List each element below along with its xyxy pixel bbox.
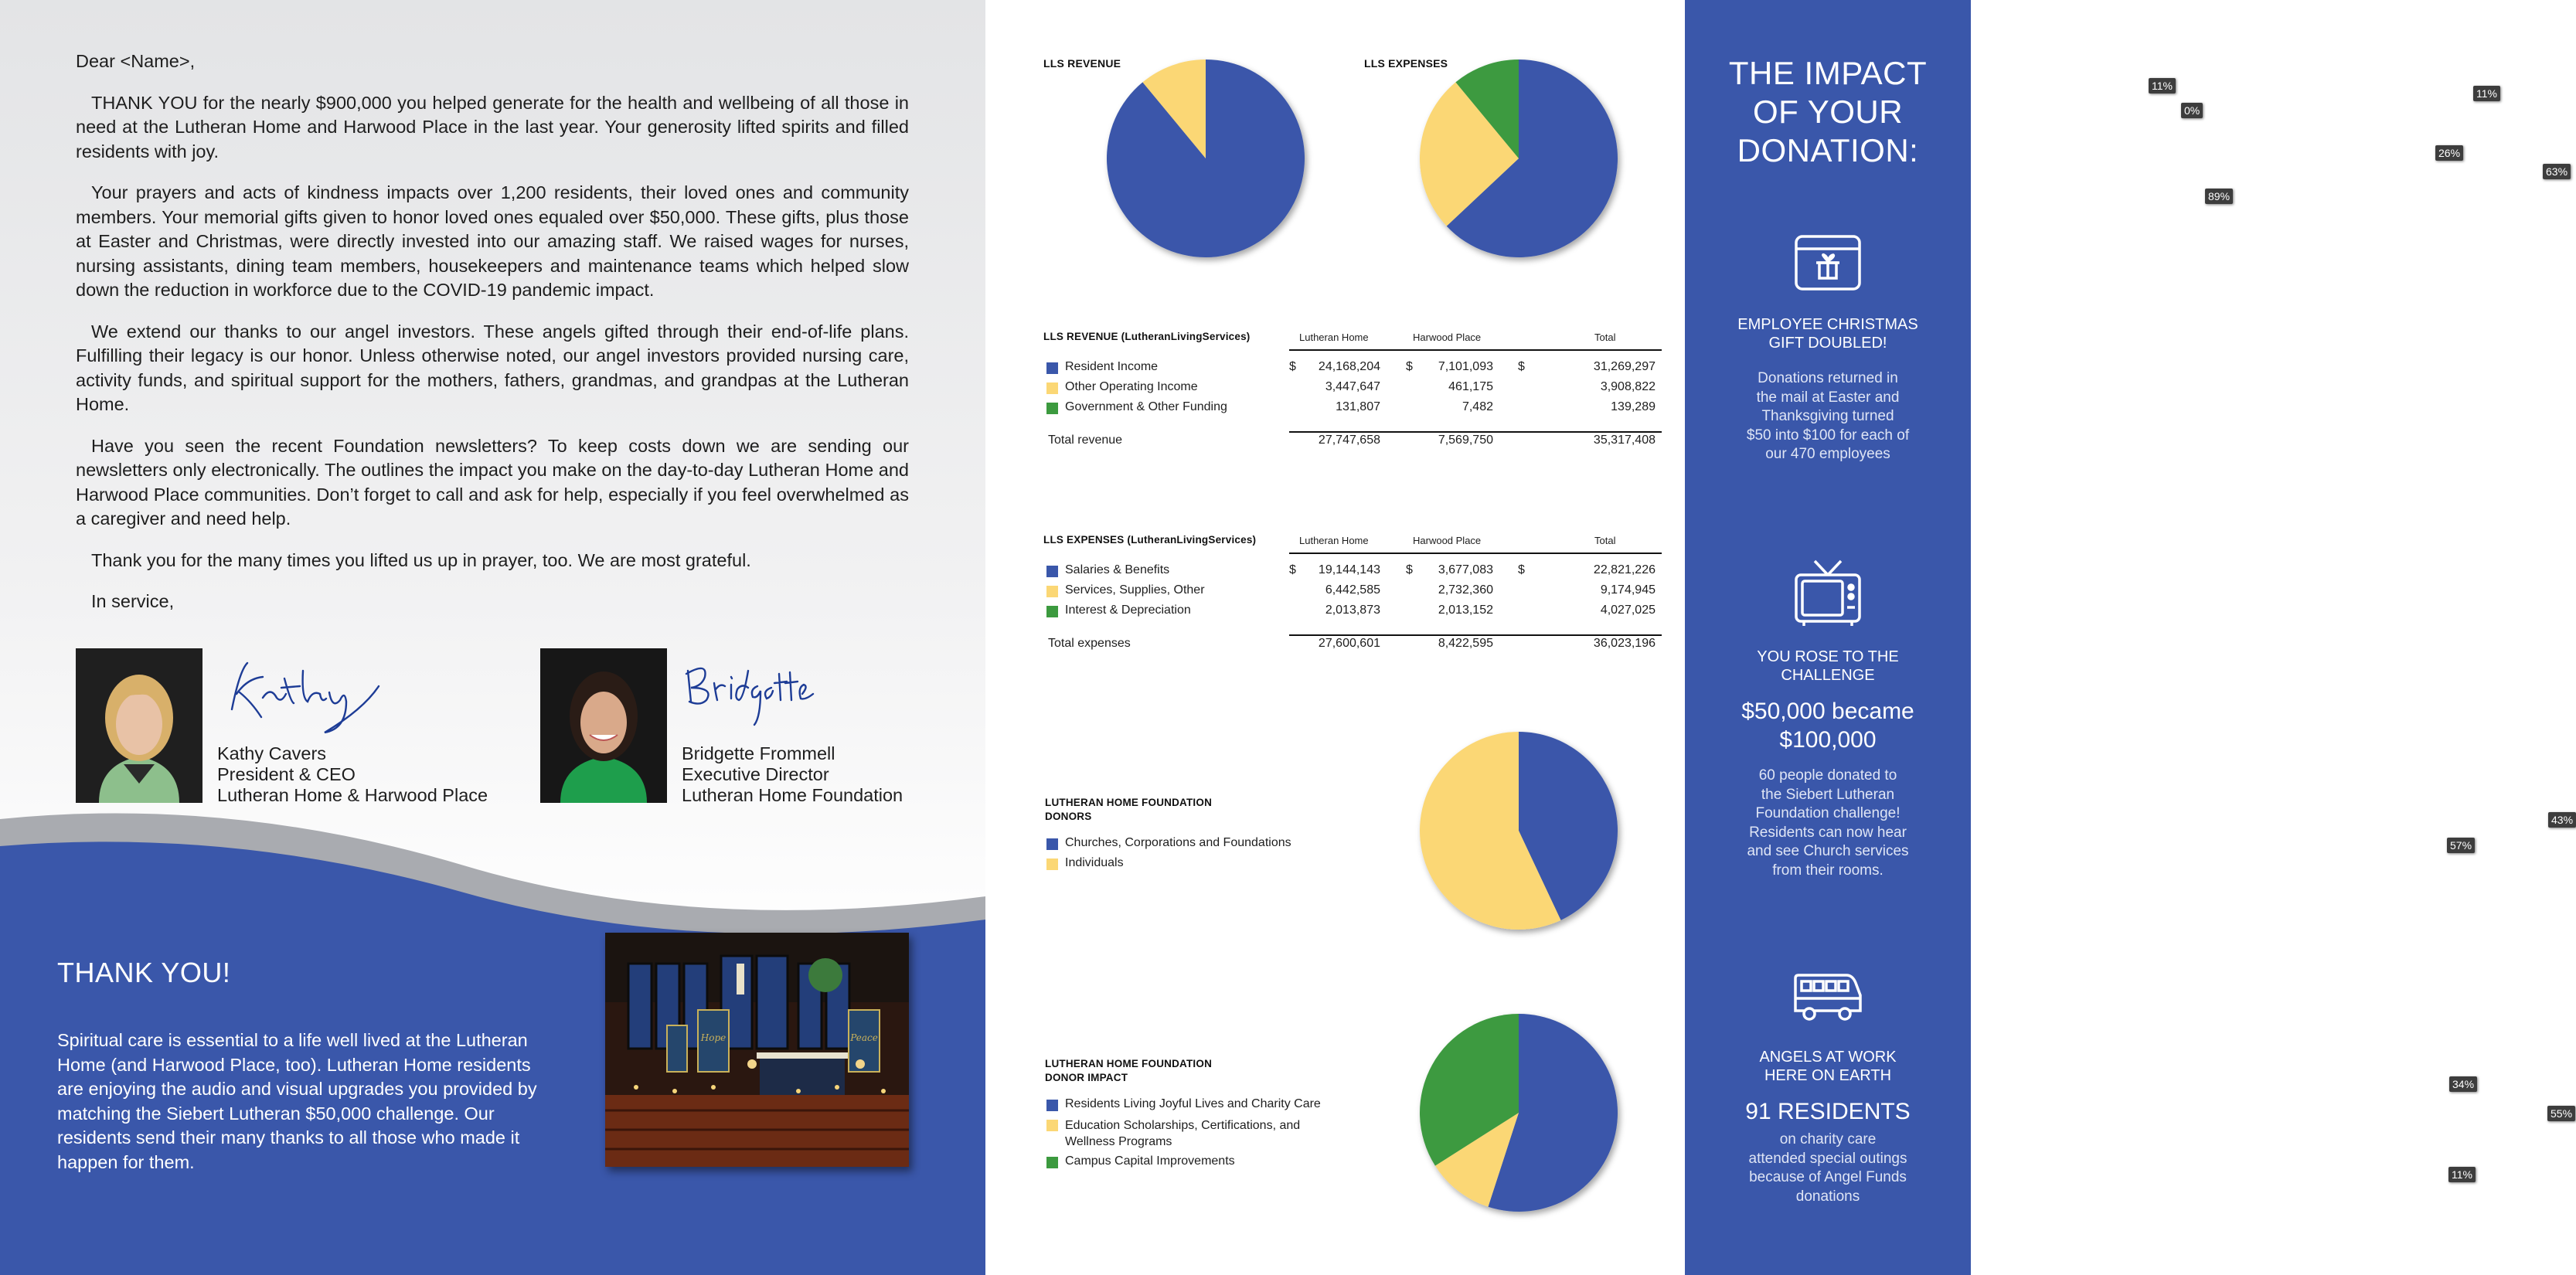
banner-hope: Hope bbox=[700, 1032, 727, 1043]
letter-page bbox=[0, 0, 985, 1275]
column-header: Lutheran Home bbox=[1299, 332, 1369, 343]
table-row bbox=[1043, 563, 1662, 580]
legend-label-line: Education Scholarships, Certifications, and bbox=[1065, 1119, 1301, 1132]
text-line: Donations returned in bbox=[1758, 370, 1898, 386]
text-line: Thanksgiving turned bbox=[1761, 408, 1894, 424]
challenge-block bbox=[1700, 648, 1955, 880]
church-photo bbox=[605, 933, 909, 1167]
text-line: attended special outings bbox=[1748, 1150, 1907, 1167]
column-header: Lutheran Home bbox=[1299, 535, 1369, 546]
signer-title: President & CEO bbox=[217, 764, 356, 784]
text-line: and see Church services bbox=[1747, 843, 1909, 859]
cell-value: 19,144,143 bbox=[1318, 563, 1380, 576]
total-label: Total revenue bbox=[1048, 434, 1123, 447]
row-label: Services, Supplies, Other bbox=[1065, 583, 1205, 597]
table-total-row bbox=[1043, 434, 1662, 450]
cell-value: 7,101,093 bbox=[1438, 360, 1493, 373]
signer-photo-kathy bbox=[76, 648, 202, 803]
signer-photo-bridgette bbox=[540, 648, 667, 803]
thank-you-body: Spiritual care is essential to a life well lived at the Lutheran Home (and Harwood Place, too). Lutheran Home residents are enjoying the audio and visual upgrades you provided by matching the Siebert Lutheran $50,000 challenge. Our residents send their many thanks to all those who made it happen for them. bbox=[57, 1030, 537, 1172]
header-rule bbox=[1289, 349, 1662, 351]
bus-icon bbox=[1685, 972, 1971, 1022]
text-line: because of Angel Funds bbox=[1749, 1169, 1907, 1185]
legend-swatch-yellow bbox=[1046, 586, 1058, 597]
caption-line: GIFT DOUBLED! bbox=[1768, 335, 1887, 352]
closing: In service, bbox=[91, 591, 175, 611]
expenses-pie-chart bbox=[1414, 54, 1623, 263]
currency-sign: $ bbox=[1518, 360, 1525, 373]
table-row bbox=[1043, 400, 1662, 417]
text-line: our 470 employees bbox=[1765, 446, 1890, 462]
legend-label: Campus Capital Improvements bbox=[1065, 1154, 1235, 1168]
signature-kathy bbox=[216, 655, 386, 740]
pie-value-label: 55% bbox=[2547, 1106, 2575, 1121]
letter-paragraph: Thank you for the many times you lifted us up in prayer, too. We are most grateful. bbox=[91, 549, 751, 570]
pie-value-label: 11% bbox=[2473, 86, 2500, 101]
row-label: Government & Other Funding bbox=[1065, 400, 1227, 413]
row-label: Salaries & Benefits bbox=[1065, 563, 1170, 576]
pie-value-label: 63% bbox=[2543, 164, 2571, 179]
cell-value: 36,023,196 bbox=[1593, 637, 1656, 650]
caption-line: ANGELS AT WORK bbox=[1759, 1049, 1897, 1066]
pie-value-label: 43% bbox=[2548, 812, 2576, 828]
currency-sign: $ bbox=[1289, 563, 1296, 576]
currency-sign: $ bbox=[1406, 360, 1413, 373]
legend-label: Individuals bbox=[1065, 856, 1124, 869]
legend-swatch-blue bbox=[1046, 566, 1058, 577]
legend-swatch-yellow bbox=[1046, 1120, 1058, 1131]
angels-caption bbox=[1700, 1048, 1955, 1085]
legend-swatch-green bbox=[1046, 606, 1058, 617]
column-header: Total bbox=[1594, 535, 1616, 546]
column-header: Harwood Place bbox=[1413, 332, 1482, 343]
cell-value: 131,807 bbox=[1336, 400, 1380, 413]
cell-value: 27,747,658 bbox=[1318, 434, 1380, 447]
impact-title-line: LUTHERAN HOME FOUNDATION bbox=[1045, 1058, 1213, 1069]
letter-paragraph: THANK YOU for the nearly $900,000 you helped generate for the health and wellbeing of all those in need at the Lutheran Home and Harwood Place in the last year. Your generosity lifted spirits and filled residents with joy. bbox=[76, 92, 909, 162]
text-line: $50 into $100 for each of bbox=[1746, 427, 1910, 444]
column-header: Harwood Place bbox=[1413, 535, 1482, 546]
cell-value: 2,013,152 bbox=[1438, 604, 1493, 617]
cell-value: 8,422,595 bbox=[1438, 637, 1493, 650]
challenge-caption bbox=[1700, 648, 1955, 685]
gift-card-icon bbox=[1685, 233, 1971, 292]
impact-title-line: DONOR IMPACT bbox=[1045, 1072, 1128, 1083]
table-total-row bbox=[1043, 637, 1662, 654]
cell-value: 7,569,750 bbox=[1438, 434, 1493, 447]
expenses-table-title: LLS EXPENSES (LutheranLivingServices) bbox=[1043, 534, 1257, 546]
legend-swatch-green bbox=[1046, 403, 1058, 414]
legend-swatch-yellow bbox=[1046, 382, 1058, 394]
text-line: the Siebert Lutheran bbox=[1761, 786, 1895, 803]
cell-value: 31,269,297 bbox=[1593, 360, 1656, 373]
expenses-table bbox=[1043, 534, 1662, 658]
cell-value: 2,732,360 bbox=[1438, 583, 1493, 597]
sidebar-heading bbox=[1685, 54, 1971, 170]
cell-value: 461,175 bbox=[1448, 380, 1493, 393]
table-row bbox=[1043, 380, 1662, 397]
total-label: Total expenses bbox=[1048, 637, 1131, 650]
donors-title-line: DONORS bbox=[1045, 811, 1092, 822]
cell-value: 3,677,083 bbox=[1438, 563, 1493, 576]
text-line: on charity care bbox=[1779, 1131, 1877, 1148]
cell-value: 3,447,647 bbox=[1325, 380, 1380, 393]
cell-value: 6,442,585 bbox=[1325, 583, 1380, 597]
banner-peace: Peace bbox=[850, 1032, 878, 1043]
revenue-pie-chart bbox=[1101, 54, 1310, 263]
pie-value-label: 57% bbox=[2447, 838, 2475, 853]
signer-name: Kathy Cavers bbox=[217, 743, 327, 763]
legend-swatch-yellow bbox=[1046, 858, 1058, 870]
caption-line: CHALLENGE bbox=[1781, 667, 1875, 684]
revenue-table bbox=[1043, 331, 1662, 454]
revenue-table-title: LLS REVENUE (LutheranLivingServices) bbox=[1043, 331, 1251, 342]
salutation: Dear <Name>, bbox=[76, 51, 196, 71]
letter-paragraph: Have you seen the recent Foundation newsletters? To keep costs down we are sending our newsletters only electronically. The outlines the impact you make on the day-to-day Lutheran Home and Harwood Place communities. Don’t forget to call and ask for help, especially if you feel overwhelmed as a caregiver and need help. bbox=[76, 435, 909, 529]
signer-org: Lutheran Home Foundation bbox=[682, 785, 903, 805]
donors-pie-chart bbox=[1414, 726, 1623, 935]
legend-swatch-green bbox=[1046, 1157, 1058, 1168]
legend-label bbox=[1065, 1117, 1300, 1150]
cell-value: 3,908,822 bbox=[1600, 380, 1656, 393]
text-line: 60 people donated to bbox=[1758, 767, 1897, 784]
signature-bridgette bbox=[680, 655, 819, 733]
gift-block bbox=[1700, 315, 1955, 464]
cell-value: 9,174,945 bbox=[1600, 583, 1656, 597]
tv-icon bbox=[1685, 558, 1971, 629]
cell-value: 22,821,226 bbox=[1593, 563, 1656, 576]
row-label: Other Operating Income bbox=[1065, 380, 1198, 393]
row-label: Interest & Depreciation bbox=[1065, 604, 1191, 617]
pie-value-label: 11% bbox=[2149, 78, 2176, 94]
sidebar-heading-line: DONATION: bbox=[1737, 132, 1919, 168]
cell-value: 27,600,601 bbox=[1318, 637, 1380, 650]
legend-swatch-blue bbox=[1046, 362, 1058, 374]
cell-value: 7,482 bbox=[1462, 400, 1493, 413]
text-line: from their rooms. bbox=[1772, 862, 1884, 879]
caption-line: EMPLOYEE CHRISTMAS bbox=[1737, 316, 1918, 333]
currency-sign: $ bbox=[1518, 563, 1525, 576]
impact-title bbox=[1045, 1057, 1212, 1085]
gift-caption bbox=[1700, 315, 1955, 352]
gift-text bbox=[1700, 369, 1955, 464]
sidebar-heading-line: THE IMPACT bbox=[1728, 55, 1928, 91]
legend-label-line: Wellness Programs bbox=[1065, 1135, 1172, 1148]
caption-line: YOU ROSE TO THE bbox=[1757, 648, 1899, 665]
sidebar-heading-line: OF YOUR bbox=[1752, 94, 1904, 130]
column-header: Total bbox=[1594, 332, 1616, 343]
cell-value: 35,317,408 bbox=[1593, 434, 1656, 447]
text-line: donations bbox=[1795, 1188, 1860, 1205]
cell-value: 24,168,204 bbox=[1318, 360, 1380, 373]
donors-title bbox=[1045, 796, 1212, 824]
text-line: the mail at Easter and bbox=[1756, 389, 1900, 406]
row-label: Resident Income bbox=[1065, 360, 1159, 373]
signer-block-bridgette bbox=[682, 743, 903, 806]
expenses-pie-title: LLS EXPENSES bbox=[1364, 57, 1448, 70]
signer-name: Bridgette Frommell bbox=[682, 743, 835, 763]
signer-title: Executive Director bbox=[682, 764, 829, 784]
challenge-amount bbox=[1700, 697, 1955, 754]
table-row bbox=[1043, 583, 1662, 600]
total-rule bbox=[1289, 634, 1662, 636]
pie-value-label: 0% bbox=[2181, 103, 2203, 118]
caption-line: HERE ON EARTH bbox=[1764, 1067, 1892, 1084]
currency-sign: $ bbox=[1289, 360, 1296, 373]
legend-swatch-blue bbox=[1046, 1100, 1058, 1111]
table-row bbox=[1043, 604, 1662, 620]
currency-sign: $ bbox=[1406, 563, 1413, 576]
text-line: Residents can now hear bbox=[1749, 824, 1907, 841]
pie-value-label: 26% bbox=[2435, 145, 2463, 161]
pie-value-label: 89% bbox=[2205, 189, 2233, 204]
cell-value: 139,289 bbox=[1611, 400, 1656, 413]
cell-value: 4,027,025 bbox=[1600, 604, 1656, 617]
donors-title-line: LUTHERAN HOME FOUNDATION bbox=[1045, 797, 1213, 808]
thank-you-heading: THANK YOU! bbox=[57, 957, 231, 988]
impact-pie-chart bbox=[1414, 1008, 1623, 1217]
pie-value-label: 34% bbox=[2449, 1076, 2477, 1092]
text-line: Foundation challenge! bbox=[1755, 805, 1901, 821]
impact-sidebar bbox=[1685, 0, 1971, 1275]
challenge-text bbox=[1700, 767, 1955, 880]
total-rule bbox=[1289, 431, 1662, 433]
angels-text bbox=[1700, 1130, 1955, 1206]
legend-swatch-blue bbox=[1046, 838, 1058, 850]
signer-org: Lutheran Home & Harwood Place bbox=[217, 785, 488, 805]
pie-value-label: 11% bbox=[2448, 1167, 2476, 1182]
letter-paragraph: Your prayers and acts of kindness impacts over 1,200 residents, their loved ones and community members. Your memorial gifts given to honor loved ones equaled over $50,000. These gifts, plus those at Easter and Christmas, were directly invested into our amazing staff. We raised wages for nurses, nursing assistants, dining team members, housekeepers and maintenance teams which helped slow down the reduction in workforce due to the COVID-19 pandemic impact. bbox=[76, 182, 909, 300]
amount-line: $100,000 bbox=[1779, 727, 1877, 753]
revenue-pie-title: LLS REVENUE bbox=[1043, 57, 1121, 70]
cell-value: 2,013,873 bbox=[1325, 604, 1380, 617]
angels-count: 91 RESIDENTS bbox=[1745, 1099, 1911, 1124]
amount-line: $50,000 became bbox=[1741, 699, 1914, 724]
signer-block-kathy bbox=[217, 743, 488, 806]
header-rule bbox=[1289, 552, 1662, 554]
letter-body bbox=[76, 49, 909, 631]
legend-label: Churches, Corporations and Foundations bbox=[1065, 836, 1291, 849]
letter-paragraph: We extend our thanks to our angel investors. These angels gifted through their end-of-life plans. Fulfilling their legacy is our honor. Unless otherwise noted, our angel investors provided nursing care, activity funds, and spiritual support for the mothers, fathers, grandmas, and grandpas at the Lutheran Home. bbox=[76, 321, 909, 414]
table-row bbox=[1043, 360, 1662, 377]
angels-block bbox=[1700, 1048, 1955, 1206]
legend-label: Residents Living Joyful Lives and Charity Care bbox=[1065, 1097, 1321, 1110]
